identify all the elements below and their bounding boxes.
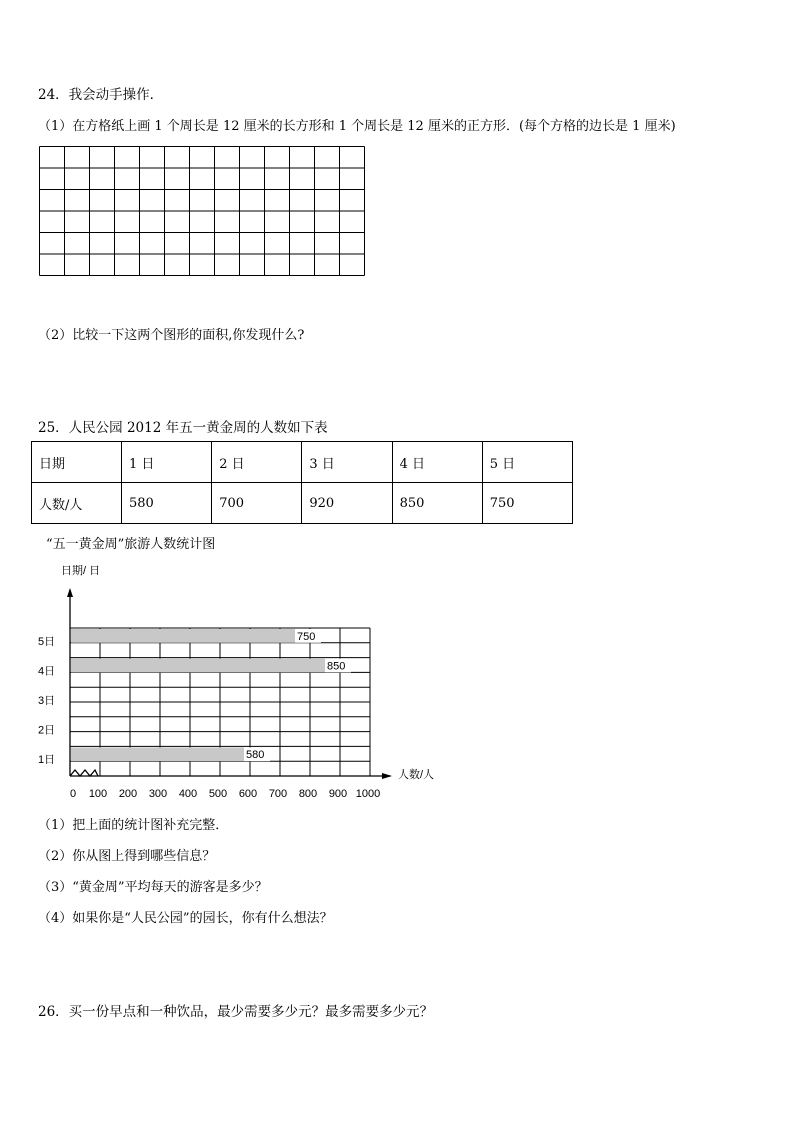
x-tick-label: 700	[268, 788, 288, 800]
question-25-sub1: （1）把上面的统计图补充完整．	[38, 818, 229, 833]
table-cell: 1 日	[122, 442, 212, 483]
x-axis-title: 人数/人	[398, 769, 435, 781]
table-cell: 850	[392, 483, 482, 524]
y-axis-arrow	[67, 588, 73, 597]
bar-data-label: 850	[327, 660, 346, 673]
table-cell: 人数/人	[32, 483, 122, 524]
table-cell: 920	[302, 483, 392, 524]
bar-data-label: 750	[297, 630, 316, 643]
y-tick-label: 3日	[38, 695, 56, 707]
visitor-bar-chart	[30, 555, 435, 805]
x-tick-label: 0	[69, 788, 77, 800]
table-header-row	[32, 442, 573, 483]
axis-break-zigzag	[70, 770, 98, 776]
x-tick-label: 400	[178, 788, 198, 800]
y-axis-title: 日期/ 日	[61, 565, 101, 577]
x-tick-label: 100	[88, 788, 108, 800]
visitor-table	[31, 441, 573, 524]
bar	[71, 747, 244, 761]
question-24-part2: （2）比较一下这两个图形的面积,你发现什么?	[38, 328, 305, 343]
table-row	[32, 483, 573, 524]
x-tick-label: 300	[148, 788, 168, 800]
bar-data-label: 580	[246, 749, 265, 762]
y-tick-label: 1日	[38, 754, 56, 767]
x-tick-label: 600	[238, 788, 258, 800]
bar	[71, 659, 325, 673]
chart-caption: “五一黄金周”旅游人数统计图	[46, 537, 216, 552]
grid-paper	[39, 146, 365, 277]
y-tick-label: 5日	[38, 635, 56, 648]
table-cell: 日期	[32, 442, 122, 483]
table-cell: 750	[482, 483, 572, 524]
table-cell: 2 日	[212, 442, 302, 483]
question-25-sub2: （2）你从图上得到哪些信息？	[38, 849, 216, 864]
x-tick-label: 1000	[355, 788, 381, 800]
x-axis-arrow	[382, 773, 392, 779]
question-24-title: 24．我会动手操作．	[38, 87, 164, 103]
question-25-sub4: （4）如果你是“人民公园”的园长，你有什么想法？	[38, 911, 333, 926]
y-tick-label: 2日	[38, 724, 56, 737]
y-tick-label: 4日	[38, 665, 56, 678]
question-25-title: 25．人民公园 2012 年五一黄金周的人数如下表	[38, 420, 328, 436]
question-25-sub3: （3）“黄金周”平均每天的游客是多少？	[38, 880, 268, 895]
table-cell: 4 日	[392, 442, 482, 483]
x-tick-label: 200	[118, 788, 138, 800]
x-tick-label: 900	[328, 788, 348, 800]
question-26-title: 26．买一份早点和一种饮品，最少需要多少元？最多需要多少元？	[38, 1004, 434, 1020]
x-tick-label: 800	[298, 788, 318, 800]
table-cell: 580	[122, 483, 212, 524]
table-cell: 5 日	[482, 442, 572, 483]
x-tick-label: 500	[208, 788, 228, 800]
question-24-part1: （1）在方格纸上画 1 个周长是 12 厘米的长方形和 1 个周长是 12 厘米的正方形．(每个方格的边长是 1 厘米)	[38, 119, 676, 134]
bar	[71, 629, 295, 643]
table-cell: 700	[212, 483, 302, 524]
table-cell: 3 日	[302, 442, 392, 483]
